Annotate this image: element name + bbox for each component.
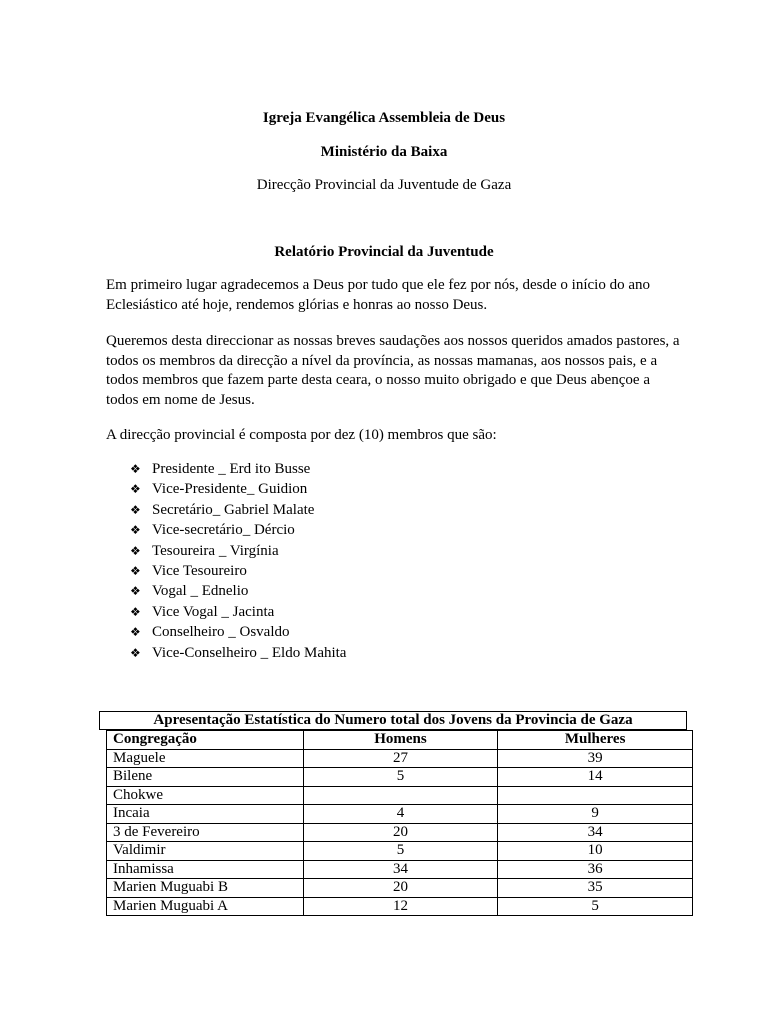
men-cell: 27 [303, 749, 498, 768]
member-text: Secretário_ Gabriel Malate [152, 501, 315, 518]
men-cell: 34 [303, 860, 498, 879]
member-text: Presidente _ Erd ito Busse [152, 461, 311, 477]
header-men: Homens [303, 731, 498, 750]
list-item [130, 581, 346, 601]
list-item [130, 602, 346, 622]
ministry-name: Ministério da Baixa [320, 144, 448, 160]
intro-paragraph: Em primeiro lugar agradecemos a Deus por tudo que ele fez por nós, desde o início do ano Eclesiástico até hoje, rendemos glórias e honras ao nosso Deus. [106, 277, 650, 313]
member-text: Vice-secretário_ Dércio [152, 522, 295, 539]
list-item [130, 541, 346, 561]
list-item [130, 520, 346, 540]
men-cell: 5 [303, 768, 498, 787]
diamond-bullet-icon: ❖ [130, 523, 141, 538]
greetings-paragraph: Queremos desta direccionar as nossas breves saudações aos nossos queridos amados pastores, a todos os membros da direcção a nível da província, as nossas mamanas, aos nossos pais, e a todos membros que fazem parte desta ceara, o nosso muito obrigado e que Deus abençoe a todos em nome de Jesus. [106, 333, 680, 408]
diamond-bullet-icon: ❖ [130, 502, 141, 517]
men-cell: 20 [303, 879, 498, 898]
congregation-cell: Valdimir [107, 842, 304, 861]
table-row [107, 823, 693, 842]
list-item [130, 500, 346, 520]
table-row [107, 786, 693, 805]
table-row [107, 805, 693, 824]
men-cell [303, 786, 498, 805]
women-cell: 39 [498, 749, 693, 768]
women-cell: 10 [498, 842, 693, 861]
member-text: Vice Vogal _ Jacinta [152, 603, 275, 620]
men-cell: 4 [303, 805, 498, 824]
table-row [107, 768, 693, 787]
header-congregation: Congregação [107, 731, 304, 750]
congregation-cell: Bilene [107, 768, 304, 787]
congregation-cell: Incaia [107, 805, 304, 824]
congregation-cell: Chokwe [107, 786, 304, 805]
diamond-bullet-icon: ❖ [130, 625, 141, 640]
table-row [107, 842, 693, 861]
women-cell: 35 [498, 879, 693, 898]
diamond-bullet-icon: ❖ [130, 462, 141, 476]
women-cell: 9 [498, 805, 693, 824]
women-cell [498, 786, 693, 805]
diamond-bullet-icon: ❖ [130, 543, 141, 558]
list-item [130, 643, 346, 663]
women-cell: 36 [498, 860, 693, 879]
men-cell: 5 [303, 842, 498, 861]
member-text: Vice-Conselheiro _ Eldo Mahita [152, 644, 347, 661]
provincial-direction: Direcção Provincial da Juventude de Gaza [256, 177, 512, 193]
table-row [107, 879, 693, 898]
congregation-cell: Maguele [107, 749, 304, 768]
table-header-row [107, 731, 693, 750]
women-cell: 34 [498, 823, 693, 842]
congregation-cell: Marien Muguabi A [107, 897, 304, 916]
diamond-bullet-icon: ❖ [130, 584, 141, 599]
youth-statistics-table [106, 730, 693, 916]
table-row [107, 860, 693, 879]
table-row [107, 897, 693, 916]
member-text: Vice Tesoureiro [152, 562, 247, 579]
list-item [130, 459, 346, 479]
members-list [130, 459, 346, 663]
table-caption: Apresentação Estatística do Numero total dos Jovens da Provincia de Gaza [99, 711, 687, 730]
congregation-cell: 3 de Fevereiro [107, 823, 304, 842]
member-text: Tesoureira _ Virgínia [152, 542, 279, 559]
women-cell: 5 [498, 897, 693, 916]
composition-paragraph: A direcção provincial é composta por dez (10) membros que são: [106, 427, 497, 443]
table-row [107, 749, 693, 768]
diamond-bullet-icon: ❖ [130, 482, 141, 497]
church-name: Igreja Evangélica Assembleia de Deus [262, 110, 506, 126]
diamond-bullet-icon: ❖ [130, 604, 141, 619]
report-title: Relatório Provincial da Juventude [274, 244, 494, 260]
member-text: Conselheiro _ Osvaldo [152, 624, 290, 641]
men-cell: 12 [303, 897, 498, 916]
women-cell: 14 [498, 768, 693, 787]
list-item [130, 622, 346, 642]
men-cell: 20 [303, 823, 498, 842]
congregation-cell: Inhamissa [107, 860, 304, 879]
member-text: Vogal _ Ednelio [152, 583, 249, 600]
diamond-bullet-icon: ❖ [130, 563, 141, 578]
congregation-cell: Marien Muguabi B [107, 879, 304, 898]
diamond-bullet-icon: ❖ [130, 645, 141, 660]
list-item [130, 479, 346, 499]
list-item [130, 561, 346, 581]
member-text: Vice-Presidente_ Guidion [152, 481, 308, 498]
header-women: Mulheres [498, 731, 693, 750]
